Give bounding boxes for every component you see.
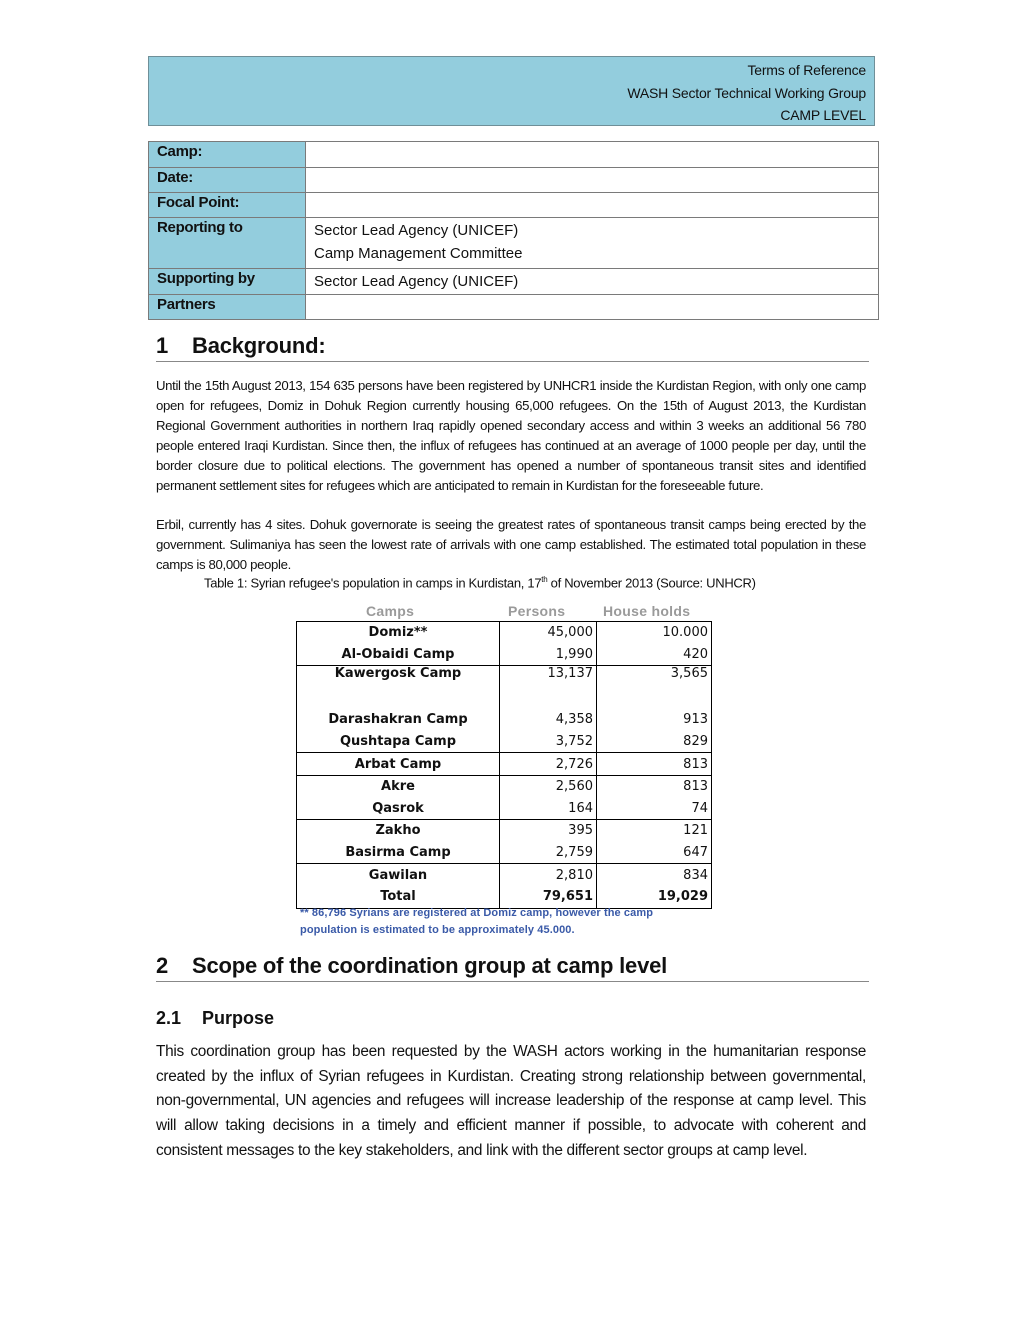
purpose-paragraph: This coordination group has been requested by the WASH actors working in the humanitarian response created by the influx of Syrian refugees in Kurdistan. Creating strong relationship between governmental, non-governmental, UN agencies and refugees will increase leadership of the response at camp level. This will allow taking decisions in a timely and efficient manner if possible, to advocate with coherent and consistent messages to the key stakeholders, and link with the different sector groups at camp level.: [156, 1043, 866, 1159]
info-value-camp: [306, 142, 879, 168]
camp-name: Domiz**: [297, 622, 500, 644]
info-value-supporting: Sector Lead Agency (UNICEF): [306, 269, 879, 295]
camps-population-table: [296, 621, 712, 909]
table-row: [297, 864, 712, 886]
camp-persons: 2,759: [500, 842, 597, 864]
info-row-reporting: [149, 218, 879, 269]
camp-persons: 13,137: [500, 666, 597, 710]
camp-households: 813: [597, 753, 712, 776]
info-row-supporting: [149, 269, 879, 295]
section-2-1-heading: [156, 1008, 274, 1029]
camp-persons: 79,651: [500, 886, 597, 908]
info-value-partners: [306, 295, 879, 320]
camp-name: Al-Obaidi Camp: [297, 644, 500, 666]
section-number: 1: [156, 333, 169, 358]
camp-persons: 2,560: [500, 775, 597, 797]
info-label: Camp:: [149, 142, 306, 168]
table-row: [297, 644, 712, 666]
table-footnote: ** 86,796 Syrians are registered at Domiz camp, however the camp population is estimated to be approximately 45.000.: [300, 907, 654, 936]
info-label: Reporting to: [149, 218, 306, 269]
subsection-title: Purpose: [202, 1008, 275, 1028]
header-group: WASH Sector Technical Working Group: [627, 84, 866, 101]
camp-name: Kawergosk Camp: [297, 666, 500, 710]
reporting-line: Camp Management Committee: [314, 245, 523, 262]
info-table: [148, 141, 879, 320]
camp-households: 647: [597, 842, 712, 864]
info-row-date: [149, 168, 879, 193]
camp-name: Gawilan: [297, 864, 500, 886]
header-level: CAMP LEVEL: [780, 107, 866, 123]
camp-households: 834: [597, 864, 712, 886]
section-2-heading: [156, 953, 869, 982]
camp-households: 121: [597, 820, 712, 842]
info-label: Date:: [149, 168, 306, 193]
caption-source: of November 2013 (Source: UNHCR): [547, 575, 756, 591]
table-caption: [204, 575, 756, 590]
camp-name: Zakho: [297, 820, 500, 842]
table-row: [297, 820, 712, 842]
camp-persons: 395: [500, 820, 597, 842]
camp-households: 913: [597, 709, 712, 731]
camp-persons: 2,810: [500, 864, 597, 886]
section-number: 2: [156, 953, 169, 978]
background-paragraph-1: Until the 15th August 2013, 154 635 persons have been registered by UNHCR1 inside the Kurdistan Region, with only one camp open for refugees, Domiz in Dohuk Region currently housing 65,000 refugees. On the 15th of August 2013, the Kurdistan Regional Government authorities in northern Iraq rapidly opened secondary access and within 3 weeks an additional 56 780 people entered Iraqi Kurdistan. Since then, the influx of refugees has continued at an average of 1000 people per day, until the border closure due to political elections. The government has opened a number of spontaneous transit sites and identified permanent settlement sites for refugees which are anticipated to remain in Kurdistan for the foreseeable future.: [156, 378, 866, 493]
subsection-number: 2.1: [156, 1008, 182, 1028]
camp-persons: 45,000: [500, 622, 597, 644]
caption-superscript: th: [541, 575, 548, 584]
camp-name: Darashakran Camp: [297, 709, 500, 731]
header-title: Terms of Reference: [747, 62, 866, 78]
camp-households: 19,029: [597, 886, 712, 908]
section-1-heading: [156, 333, 869, 362]
camp-persons: 164: [500, 798, 597, 820]
camp-name: Qushtapa Camp: [297, 731, 500, 753]
info-label: Supporting by: [149, 269, 306, 295]
info-value-focal-point: [306, 193, 879, 218]
info-row-partners: [149, 295, 879, 320]
info-label: Partners: [149, 295, 306, 320]
document-header: [148, 56, 875, 126]
table-row: [297, 842, 712, 864]
camp-households: 829: [597, 731, 712, 753]
camps-column-header: Camps: [366, 603, 415, 619]
info-row-camp: [149, 142, 879, 168]
info-value-reporting: [306, 218, 879, 269]
section-title: Scope of the coordination group at camp level: [192, 953, 668, 978]
camp-persons: 1,990: [500, 644, 597, 666]
table-row: [297, 775, 712, 797]
camp-name: Total: [297, 886, 500, 908]
info-row-focal-point: [149, 193, 879, 218]
households-column-header: House holds: [603, 603, 691, 619]
camp-households: 10.000: [597, 622, 712, 644]
camp-persons: 4,358: [500, 709, 597, 731]
camp-households: 420: [597, 644, 712, 666]
camp-households: 813: [597, 775, 712, 797]
background-paragraph-2: Erbil, currently has 4 sites. Dohuk governorate is seeing the greatest rates of spontaneous transit camps being erected by the government. Sulimaniya has seen the lowest rate of arrivals with one camp established. The estimated total population in these camps is 80,000 people.: [156, 517, 866, 572]
reporting-line: Sector Lead Agency (UNICEF): [314, 222, 519, 239]
camp-persons: 2,726: [500, 753, 597, 776]
section-title: Background:: [192, 333, 326, 358]
table-row: [297, 666, 712, 710]
camp-households: 74: [597, 798, 712, 820]
table-row: [297, 731, 712, 753]
camp-name: Arbat Camp: [297, 753, 500, 776]
table-row: [297, 798, 712, 820]
camp-name: Akre: [297, 775, 500, 797]
camp-households: 3,565: [597, 666, 712, 710]
info-value-date: [306, 168, 879, 193]
table-row: [297, 709, 712, 731]
persons-column-header: Persons: [508, 603, 566, 619]
info-label: Focal Point:: [149, 193, 306, 218]
table-row: [297, 753, 712, 776]
camp-persons: 3,752: [500, 731, 597, 753]
caption-text: Table 1: Syrian refugee's population in camps in Kurdistan, 17: [204, 575, 542, 591]
table-row: [297, 622, 712, 644]
camp-name: Qasrok: [297, 798, 500, 820]
camp-name: Basirma Camp: [297, 842, 500, 864]
